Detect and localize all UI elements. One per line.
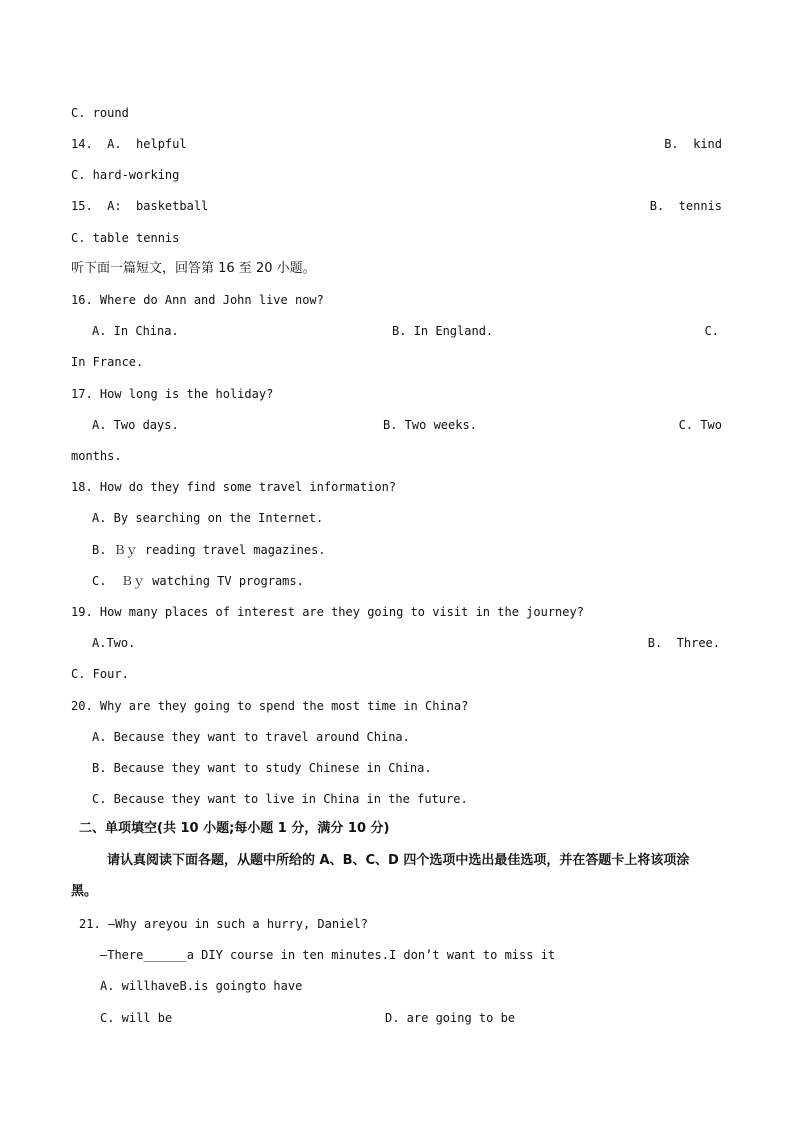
q18-option-c: C. Ｂｙ watching TV programs.	[92, 574, 304, 588]
q17-option-c: C. Two	[678, 418, 722, 432]
q20-option-c: C. Because they want to live in China in the future.	[92, 792, 468, 806]
q20-question: 20. Why are they going to spend the most time in China?	[71, 699, 469, 713]
q14-option-a: 14. A. helpful	[71, 137, 187, 151]
q16-option-c-continued: In France.	[71, 355, 144, 369]
q21-options-ab: A. willhaveB.is goingto have	[100, 979, 303, 993]
q18-question: 18. How do they find some travel information?	[71, 480, 397, 494]
q18-option-b: B. Ｂｙ reading travel magazines.	[92, 543, 326, 557]
passage-instruction: 听下面一篇短文，回答第 16 至 20 小题。	[71, 261, 316, 276]
q14-option-c: C. hard-working	[71, 168, 180, 182]
section2-instruction-continued: 黑。	[71, 884, 98, 899]
q15-option-c: C. table tennis	[71, 231, 180, 245]
section2-title: 二、单项填空(共 10 小题;每小题 1 分，满分 10 分)	[79, 821, 390, 836]
q13-option-c: C. round	[71, 106, 129, 120]
q16-option-c: C.	[704, 324, 719, 338]
q19-option-c: C. Four.	[71, 667, 129, 681]
q21-option-c: C. will be	[100, 1011, 173, 1025]
q20-option-b: B. Because they want to study Chinese in China.	[92, 761, 432, 775]
q19-question: 19. How many places of interest are they going to visit in the journey?	[71, 605, 584, 619]
q21-reply: —There______a DIY course in ten minutes.I don’t want to miss it	[100, 948, 556, 962]
q16-question: 16. Where do Ann and John live now?	[71, 293, 324, 307]
q14-option-b: B. kind	[664, 137, 722, 151]
section2-instruction: 请认真阅读下面各题，从题中所给的 A、B、C、D 四个选项中选出最佳选项，并在答题卡上将该项涂	[107, 853, 690, 868]
q19-option-a: A.Two.	[92, 636, 136, 650]
q15-option-a: 15. A: basketball	[71, 199, 209, 213]
q20-option-a: A. Because they want to travel around China.	[92, 730, 410, 744]
q16-option-b: B. In England.	[392, 324, 494, 338]
q17-question: 17. How long is the holiday?	[71, 387, 274, 401]
q18-option-a: A. By searching on the Internet.	[92, 511, 324, 525]
q17-option-b: B. Two weeks.	[383, 418, 477, 432]
q15-option-b: B. tennis	[649, 199, 722, 213]
q16-option-a: A. In China.	[92, 324, 179, 338]
q17-option-a: A. Two days.	[92, 418, 179, 432]
q19-option-b: B. Three.	[647, 636, 720, 650]
q21-question: 21. —Why areyou in such a hurry, Daniel?	[79, 917, 368, 931]
q21-option-d: D. are going to be	[385, 1011, 516, 1025]
q17-option-c-continued: months.	[71, 449, 122, 463]
